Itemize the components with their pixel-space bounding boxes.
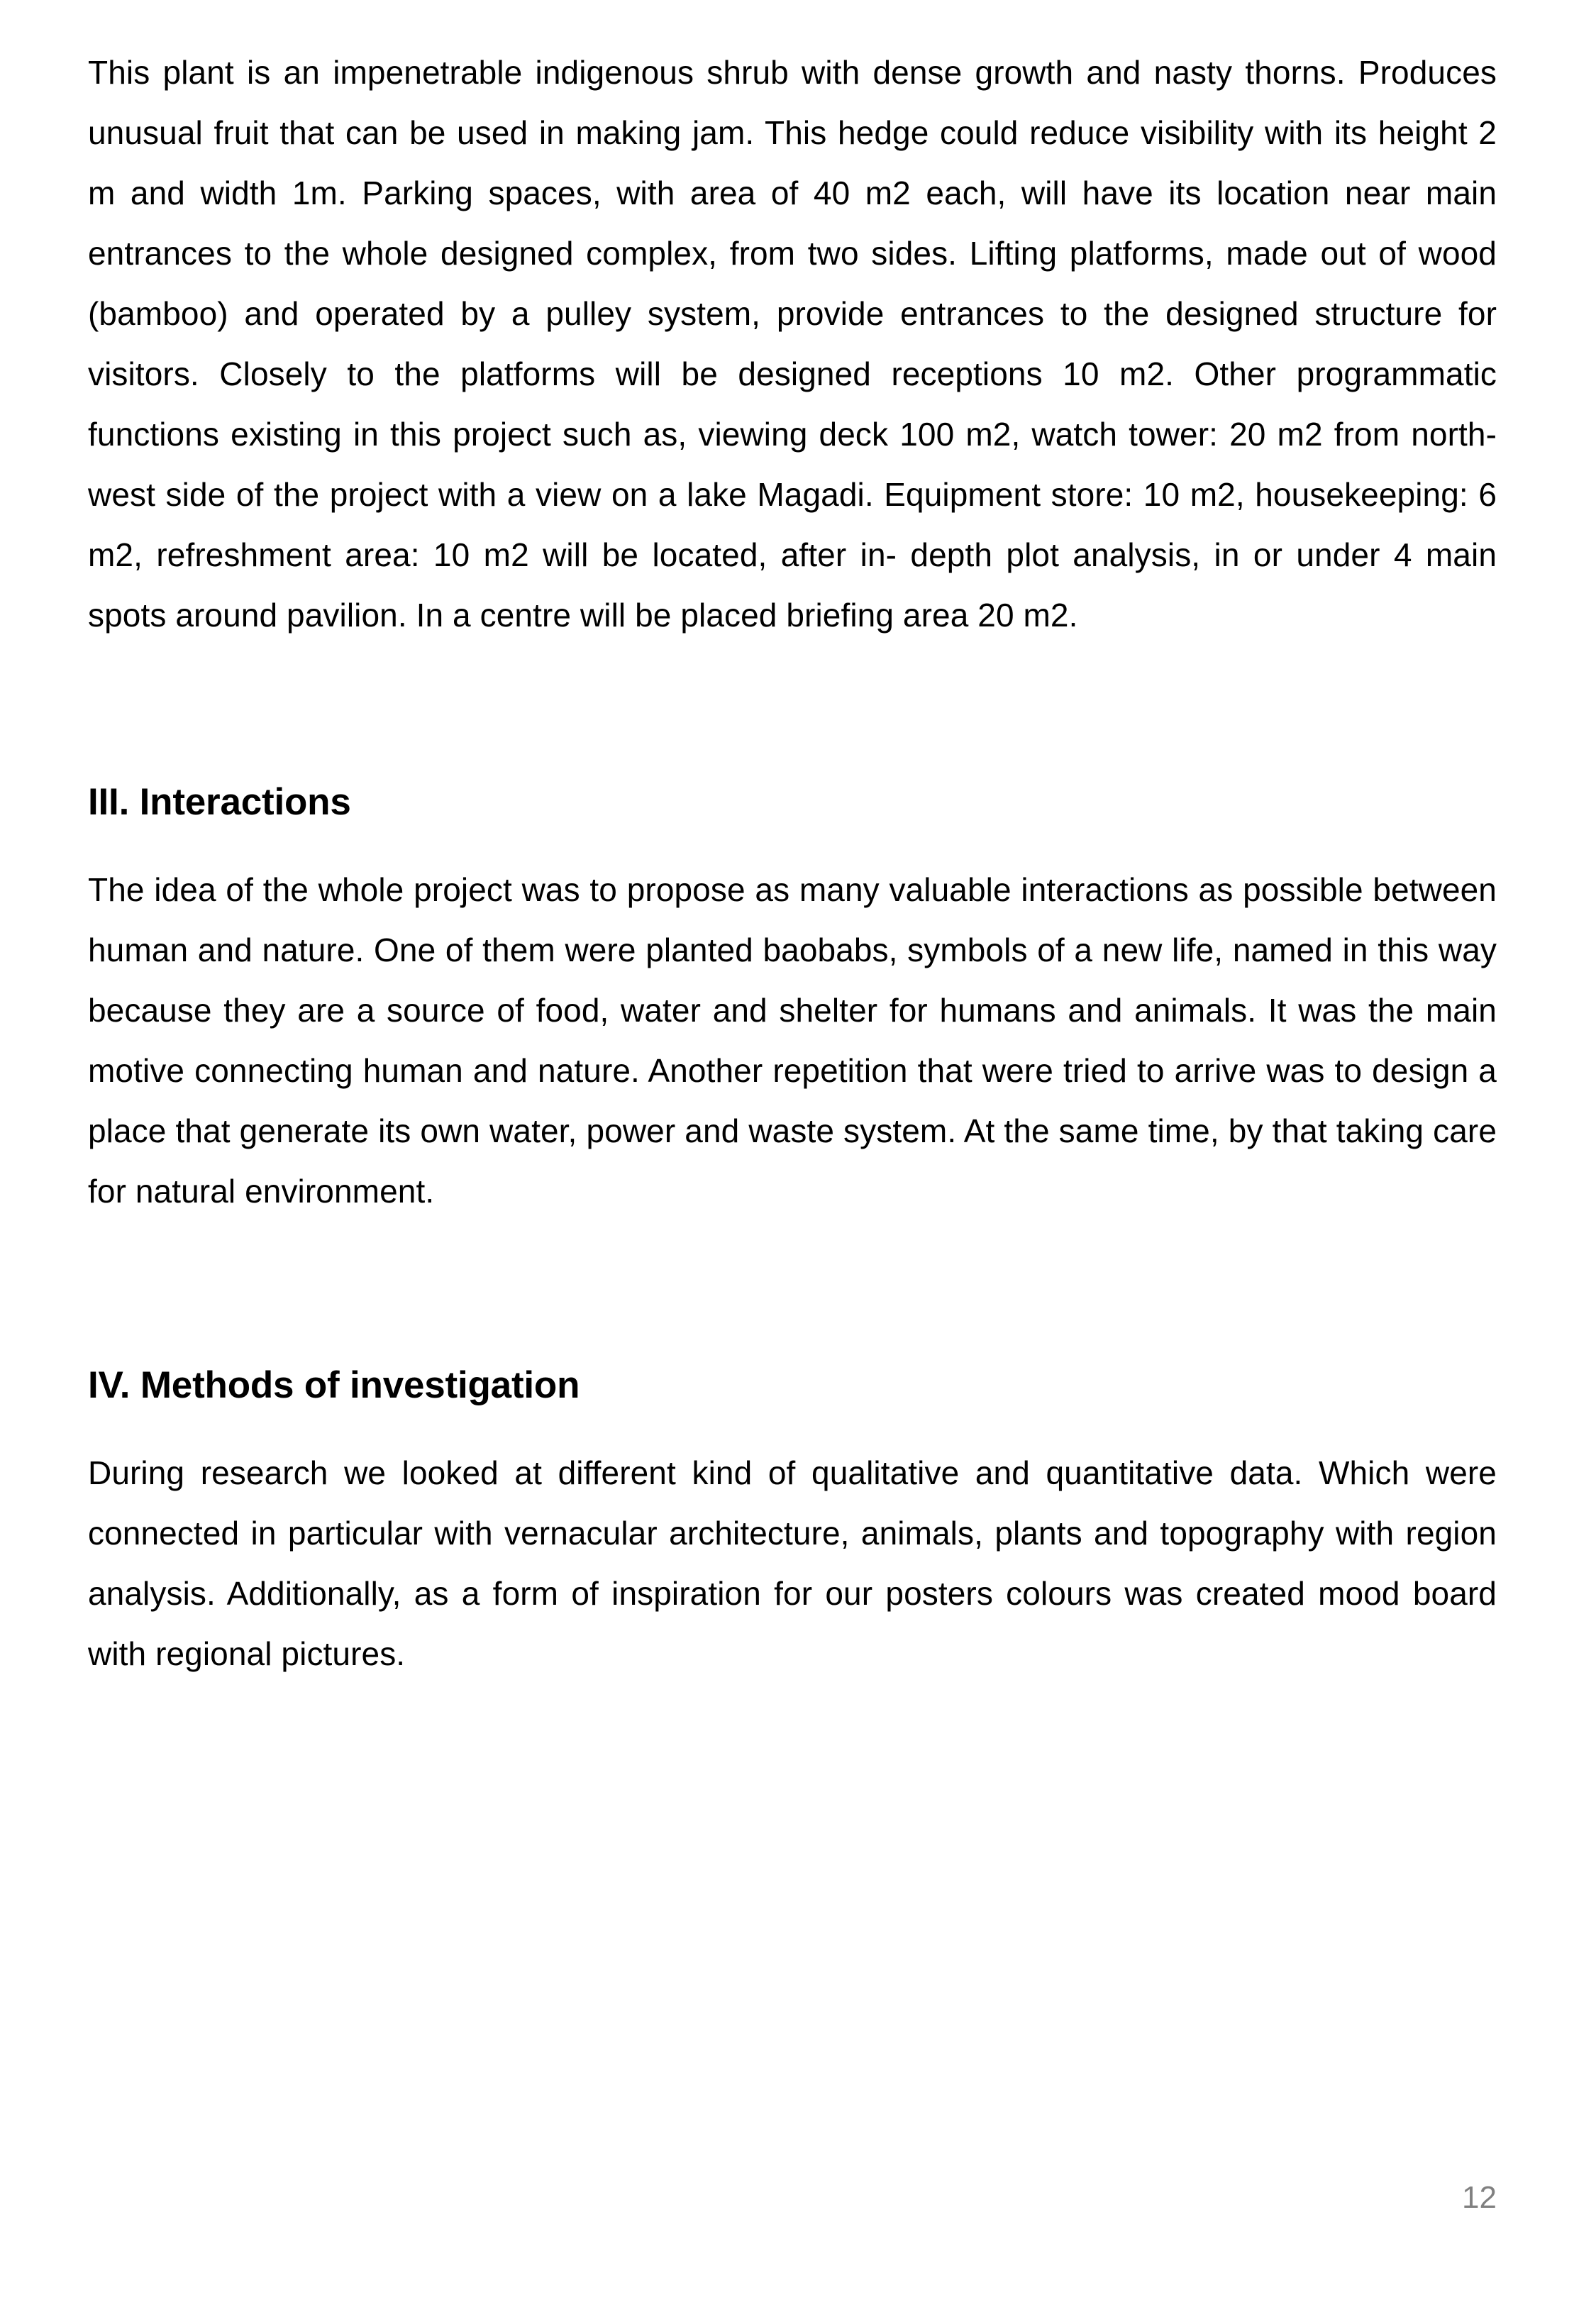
paragraph-plant-description: This plant is an impenetrable indigenous shrub with dense growth and nasty thorns. Produces unusual fruit that can be used in making jam. This hedge could reduce visibility with its height 2 m and width 1m. Parking spaces, with area of 40 m2 each, will have its location near main entrances to the whole designed complex, from two sides. Lifting platforms, made out of wood (bamboo) and operated by a pulley system, provide entrances to the designed structure for visitors. Closely to the platforms will be designed receptions 10 m2. Other programmatic functions existing in this project such as, viewing deck 100 m2, watch tower: 20 m2 from north-west side of the project with a view on a lake Magadi. Equipment store: 10 m2, housekeeping: 6 m2, refreshment area: 10 m2 will be located, after in- depth plot analysis, in or under 4 main spots around pavilion. In a centre will be placed briefing area 20 m2. (88, 54, 1497, 634)
heading-interactions: III. Interactions (88, 781, 351, 823)
page-content (88, 43, 1497, 1684)
spacer-after-interactions-heading (88, 827, 1497, 860)
paragraph-methods: During research we looked at different kind of qualitative and quantitative data. Which were connected in particular with vernacular architecture, animals, plants and topography with region analysis. Additionally, as a form of inspiration for our posters colours was created mood board with regional pictures. (88, 1454, 1497, 1672)
paragraph-interactions: The idea of the whole project was to propose as many valuable interactions as possible between human and nature. One of them were planted baobabs, symbols of a new life, named in this way because they are a source of food, water and shelter for humans and animals. It was the main motive connecting human and nature. Another repetition that were tried to arrive was to design a place that generate its own water, power and waste system. At the same time, by that taking care for natural environment. (88, 871, 1497, 1210)
spacer-before-methods-heading (88, 1222, 1497, 1361)
page-number: 12 (1462, 2180, 1497, 2215)
spacer-before-interactions-heading (88, 646, 1497, 778)
heading-methods-of-investigation: IV. Methods of investigation (88, 1364, 580, 1406)
spacer-after-methods-heading (88, 1410, 1497, 1443)
